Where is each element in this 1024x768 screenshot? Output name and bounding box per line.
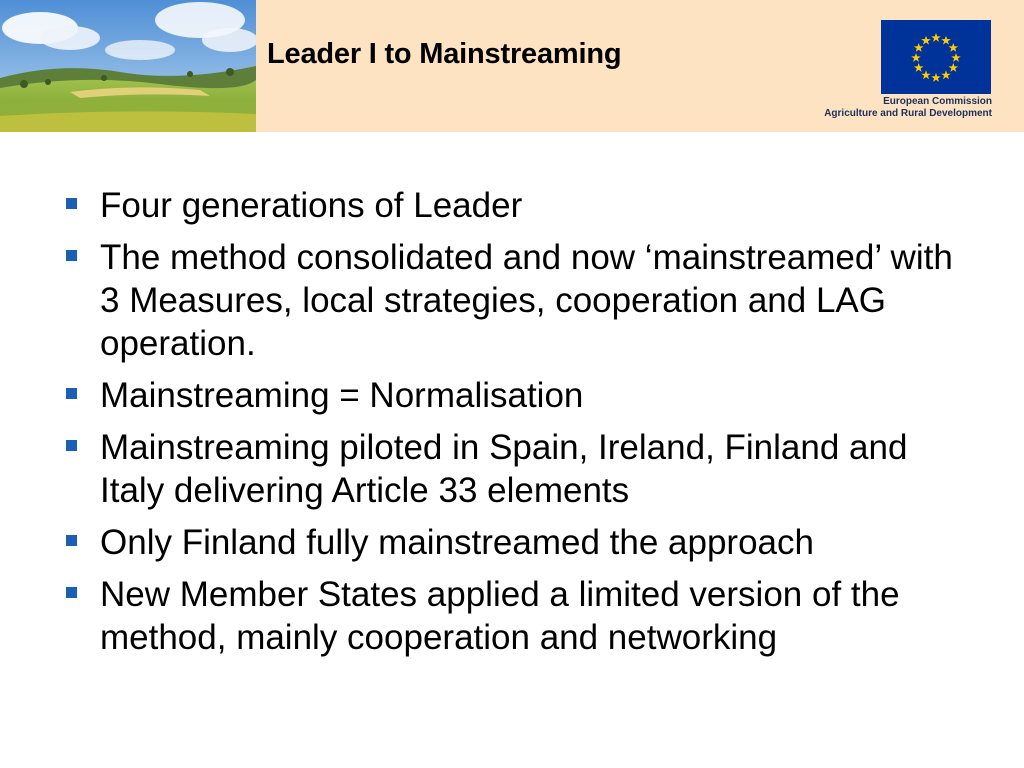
square-bullet-icon xyxy=(66,388,77,399)
bullet-item xyxy=(62,426,962,512)
square-bullet-icon xyxy=(66,198,77,209)
bullet-text: Mainstreaming piloted in Spain, Ireland, Finland and Italy delivering Article 33 elements xyxy=(100,428,908,510)
bullet-list xyxy=(62,184,962,668)
bullet-item xyxy=(62,573,962,659)
eu-commission-logo xyxy=(820,18,996,122)
slide-title: Leader I to Mainstreaming xyxy=(267,38,622,70)
square-bullet-icon xyxy=(66,535,77,546)
square-bullet-icon xyxy=(66,587,77,598)
slide-header xyxy=(0,0,1024,132)
square-bullet-icon xyxy=(66,440,77,451)
square-bullet-icon xyxy=(66,250,77,261)
bullet-text: The method consolidated and now ‘mainstreamed’ with 3 Measures, local strategies, cooperation and LAG operation. xyxy=(100,238,953,363)
eu-logo-line-2: Agriculture and Rural Development xyxy=(824,108,992,119)
bullet-text: New Member States applied a limited version of the method, mainly cooperation and networking xyxy=(100,575,900,657)
landscape-image xyxy=(0,0,256,132)
eu-logo-line-1: European Commission xyxy=(883,96,992,107)
bullet-item xyxy=(62,374,962,417)
bullet-item xyxy=(62,521,962,564)
bullet-text: Four generations of Leader xyxy=(100,186,523,225)
bullet-text: Mainstreaming = Normalisation xyxy=(100,376,584,415)
eu-flag-icon xyxy=(881,20,991,94)
bullet-item xyxy=(62,236,962,365)
bullet-text: Only Finland fully mainstreamed the approach xyxy=(100,523,814,562)
bullet-item xyxy=(62,184,962,227)
